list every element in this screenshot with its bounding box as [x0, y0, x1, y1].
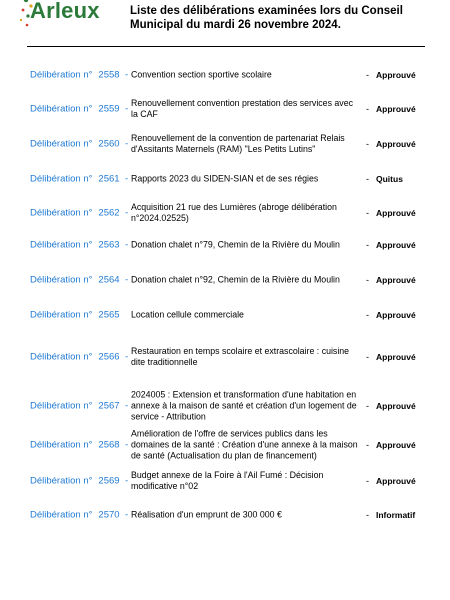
- status-separator-dash: -: [366, 240, 369, 250]
- deliberation-label-text: Délibération n°: [30, 103, 93, 115]
- separator-dash: -: [125, 400, 129, 412]
- separator-dash: -: [125, 439, 129, 451]
- deliberation-description: Location cellule commerciale: [131, 309, 244, 320]
- separator-dash: -: [125, 69, 129, 81]
- deliberation-label-text: Délibération n°: [30, 475, 93, 487]
- deliberation-number: 2562: [98, 207, 120, 219]
- deliberation-label[interactable]: [30, 401, 120, 412]
- separator-dash: -: [125, 103, 129, 115]
- deliberation-label-text: Délibération n°: [30, 207, 93, 219]
- deliberation-row: [0, 424, 450, 466]
- logo: [18, 0, 128, 30]
- deliberation-label[interactable]: [30, 174, 120, 185]
- deliberation-row: [0, 164, 450, 194]
- status-separator-dash: -: [366, 104, 369, 114]
- status-badge: Informatif: [376, 510, 416, 520]
- deliberation-label-text: Délibération n°: [30, 274, 93, 286]
- deliberation-number: 2558: [98, 69, 120, 81]
- status-badge: Approuvé: [376, 401, 416, 411]
- deliberation-row: [0, 60, 450, 90]
- separator-dash: -: [125, 173, 129, 185]
- deliberation-row: [0, 265, 450, 295]
- deliberation-label-text: Délibération n°: [30, 351, 93, 363]
- logo-text: Arleux: [30, 0, 100, 23]
- separator-dash: -: [125, 207, 129, 219]
- status-badge: Approuvé: [376, 476, 416, 486]
- deliberation-number: 2566: [98, 351, 120, 363]
- deliberation-label-text: Délibération n°: [30, 173, 93, 185]
- deliberation-label-text: Délibération n°: [30, 138, 93, 150]
- deliberation-row: [0, 127, 450, 161]
- status-badge: Approuvé: [376, 139, 416, 149]
- page-title-line-2: Municipal du mardi 26 novembre 2024.: [130, 19, 341, 31]
- deliberation-label-text: Délibération n°: [30, 400, 93, 412]
- status-badge: Quitus: [376, 174, 403, 184]
- status-badge: Approuvé: [376, 70, 416, 80]
- status-separator-dash: -: [366, 510, 369, 520]
- deliberation-number: 2560: [98, 138, 120, 150]
- deliberation-row: [0, 340, 450, 374]
- deliberation-row: [0, 500, 450, 530]
- deliberation-label[interactable]: [30, 240, 120, 251]
- deliberation-number: 2559: [98, 103, 120, 115]
- deliberation-row: [0, 92, 450, 126]
- deliberation-description: 2024005 : Extension et transformation d'une habitation en annexe à la maison de santé et création d'un logement de service - Attribution: [131, 389, 357, 422]
- deliberation-label-text: Délibération n°: [30, 239, 93, 251]
- deliberation-label[interactable]: [30, 104, 120, 115]
- separator-dash: -: [125, 274, 129, 286]
- deliberation-label[interactable]: [30, 310, 120, 321]
- status-badge: Approuvé: [376, 275, 416, 285]
- deliberation-number: 2561: [98, 173, 120, 185]
- separator-dash: -: [125, 351, 129, 363]
- status-badge: Approuvé: [376, 440, 416, 450]
- deliberation-number: 2568: [98, 439, 120, 451]
- deliberation-label[interactable]: [30, 139, 120, 150]
- deliberation-label[interactable]: [30, 476, 120, 487]
- deliberation-description: Donation chalet n°92, Chemin de la Rivière du Moulin: [131, 274, 340, 285]
- deliberation-description: Restauration en temps scolaire et extrascolaire : cuisine dite traditionnelle: [131, 346, 350, 367]
- deliberation-label-text: Délibération n°: [30, 309, 93, 321]
- status-badge: Approuvé: [376, 208, 416, 218]
- status-separator-dash: -: [366, 139, 369, 149]
- deliberation-label-text: Délibération n°: [30, 509, 93, 521]
- header-divider: [27, 46, 425, 47]
- deliberation-label[interactable]: [30, 510, 120, 521]
- status-separator-dash: -: [366, 476, 369, 486]
- deliberation-number: 2565: [98, 309, 120, 321]
- page-title-line-1: Liste des délibérations examinées lors du Conseil: [130, 5, 403, 17]
- deliberation-description: Amélioration de l'offre de services publics dans les domaines de la santé : Création d'une annexe à la maison de santé (Actualisation du plan de financement): [131, 428, 358, 461]
- deliberation-number: 2569: [98, 475, 120, 487]
- status-separator-dash: -: [366, 70, 369, 80]
- status-separator-dash: -: [366, 174, 369, 184]
- deliberation-label[interactable]: [30, 275, 120, 286]
- deliberation-label[interactable]: [30, 208, 120, 219]
- deliberation-row: [0, 464, 450, 498]
- status-separator-dash: -: [366, 352, 369, 362]
- status-separator-dash: -: [366, 401, 369, 411]
- page-title: [130, 4, 430, 32]
- status-badge: Approuvé: [376, 240, 416, 250]
- deliberation-label-text: Délibération n°: [30, 69, 93, 81]
- separator-dash: -: [125, 509, 129, 521]
- separator-dash: -: [125, 239, 129, 251]
- deliberation-label[interactable]: [30, 352, 120, 363]
- deliberation-description: Renouvellement convention prestation des services avec la CAF: [131, 98, 354, 119]
- deliberation-description: Donation chalet n°79, Chemin de la Rivière du Moulin: [131, 239, 340, 250]
- deliberation-number: 2570: [98, 509, 120, 521]
- status-separator-dash: -: [366, 275, 369, 285]
- deliberation-row: [0, 196, 450, 230]
- deliberation-description: Réalisation d'un emprunt de 300 000 €: [131, 509, 282, 520]
- deliberation-description: Budget annexe de la Foire à l'Ail Fumé : Décision modificative n°02: [131, 470, 324, 491]
- deliberation-row: [0, 230, 450, 260]
- deliberation-number: 2563: [98, 239, 120, 251]
- deliberation-description: Convention section sportive scolaire: [131, 69, 272, 80]
- status-separator-dash: -: [366, 310, 369, 320]
- separator-dash: -: [125, 475, 129, 487]
- status-badge: Approuvé: [376, 104, 416, 114]
- deliberation-label-text: Délibération n°: [30, 439, 93, 451]
- separator-dash: -: [125, 138, 129, 150]
- status-separator-dash: -: [366, 208, 369, 218]
- deliberation-description: Rapports 2023 du SIDEN-SIAN et de ses régies: [131, 173, 319, 184]
- deliberation-number: 2567: [98, 400, 120, 412]
- deliberation-label[interactable]: [30, 440, 120, 451]
- status-separator-dash: -: [366, 440, 369, 450]
- deliberation-label[interactable]: [30, 70, 120, 81]
- deliberation-description: Acquisition 21 rue des Lumières (abroge délibération n°2024.02525): [131, 202, 337, 223]
- status-badge: Approuvé: [376, 310, 416, 320]
- deliberation-number: 2564: [98, 274, 120, 286]
- deliberation-row: [0, 385, 450, 427]
- deliberation-row: [0, 300, 450, 330]
- deliberation-description: Renouvellement de la convention de partenariat Relais d'Assitants Maternels (RAM) "Les Petits Lutins": [131, 133, 345, 154]
- status-badge: Approuvé: [376, 352, 416, 362]
